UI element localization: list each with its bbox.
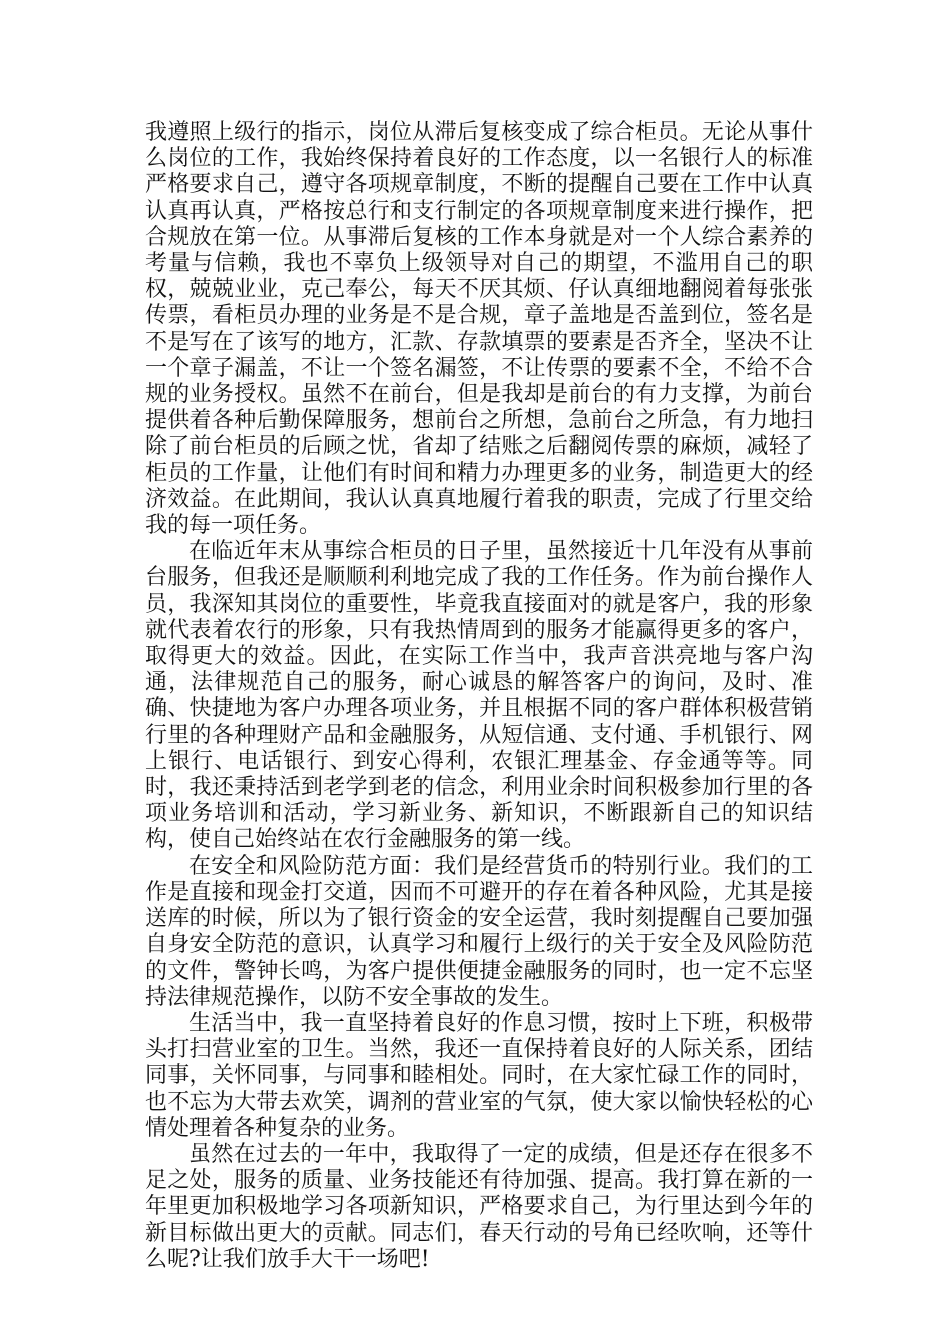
paragraph-5: 虽然在过去的一年中，我取得了一定的成绩，但是还存在很多不足之处，服务的质量、业务技能还有待加强、提高。我打算在新的一年里更加积极地学习各项新知识，严格要求自己，为行里达到今年的新目标做出更大的贡献。同志们，春天行动的号角已经吹响，还等什么呢?让我们放手大干一场吧!	[145, 1141, 813, 1272]
paragraph-1: 我遵照上级行的指示，岗位从滞后复核变成了综合柜员。无论从事什么岗位的工作，我始终保持着良好的工作态度，以一名银行人的标准严格要求自己，遵守各项规章制度，不断的提醒自己要在工作中认真认真再认真，严格按总行和支行制定的各项规章制度来进行操作，把合规放在第一位。从事滞后复核的工作本身就是对一个人综合素养的考量与信赖，我也不辜负上级领导对自己的期望，不滥用自己的职权，兢兢业业，克己奉公，每天不厌其烦、仔认真细地翻阅着每张张传票，看柜员办理的业务是不是合规，章子盖地是否盖到位，签名是不是写在了该写的地方，汇款、存款填票的要素是否齐全，坚决不让一个章子漏盖，不让一个签名漏签，不让传票的要素不全，不给不合规的业务授权。虽然不在前台，但是我却是前台的有力支撑，为前台提供着各种后勤保障服务，想前台之所想，急前台之所急，有力地扫除了前台柜员的后顾之忧，省却了结账之后翻阅传票的麻烦，减轻了柜员的工作量，让他们有时间和精力办理更多的业务，制造更大的经济效益。在此期间，我认认真真地履行着我的职责，完成了行里交给我的每一项任务。	[145, 120, 813, 539]
paragraph-2: 在临近年末从事综合柜员的日子里，虽然接近十几年没有从事前台服务，但我还是顺顺利利地完成了我的工作任务。作为前台操作人员，我深知其岗位的重要性，毕竟我直接面对的就是客户，我的形象就代表着农行的形象，只有我热情周到的服务才能赢得更多的客户，取得更大的效益。因此，在实际工作当中，我声音洪亮地与客户沟通，法律规范自己的服务，耐心诚恳的解答客户的询问，及时、准确、快捷地为客户办理各项业务，并且根据不同的客户群体积极营销行里的各种理财产品和金融服务，从短信通、支付通、手机银行、网上银行、电话银行、到安心得利，农银汇理基金、存金通等等。同时，我还秉持活到老学到老的信念，利用业余时间积极参加行里的各项业务培训和活动，学习新业务、新知识，不断跟新自己的知识结构，使自己始终站在农行金融服务的第一线。	[145, 539, 813, 853]
paragraph-4: 生活当中，我一直坚持着良好的作息习惯，按时上下班，积极带头打扫营业室的卫生。当然，我还一直保持着良好的人际关系，团结同事，关怀同事，与同事和睦相处。同时，在大家忙碌工作的同时，也不忘为大带去欢笑，调剂的营业室的气氛，使大家以愉快轻松的心情处理着各种复杂的业务。	[145, 1010, 813, 1141]
document-body	[145, 120, 813, 1273]
paragraph-3: 在安全和风险防范方面：我们是经营货币的特别行业。我们的工作是直接和现金打交道，因而不可避开的存在着各种风险，尤其是接送库的时候，所以为了银行资金的安全运营，我时刻提醒自己要加强自身安全防范的意识，认真学习和履行上级行的关于安全及风险防范的文件，警钟长鸣，为客户提供便捷金融服务的同时，也一定不忘坚持法律规范操作，以防不安全事故的发生。	[145, 853, 813, 1010]
